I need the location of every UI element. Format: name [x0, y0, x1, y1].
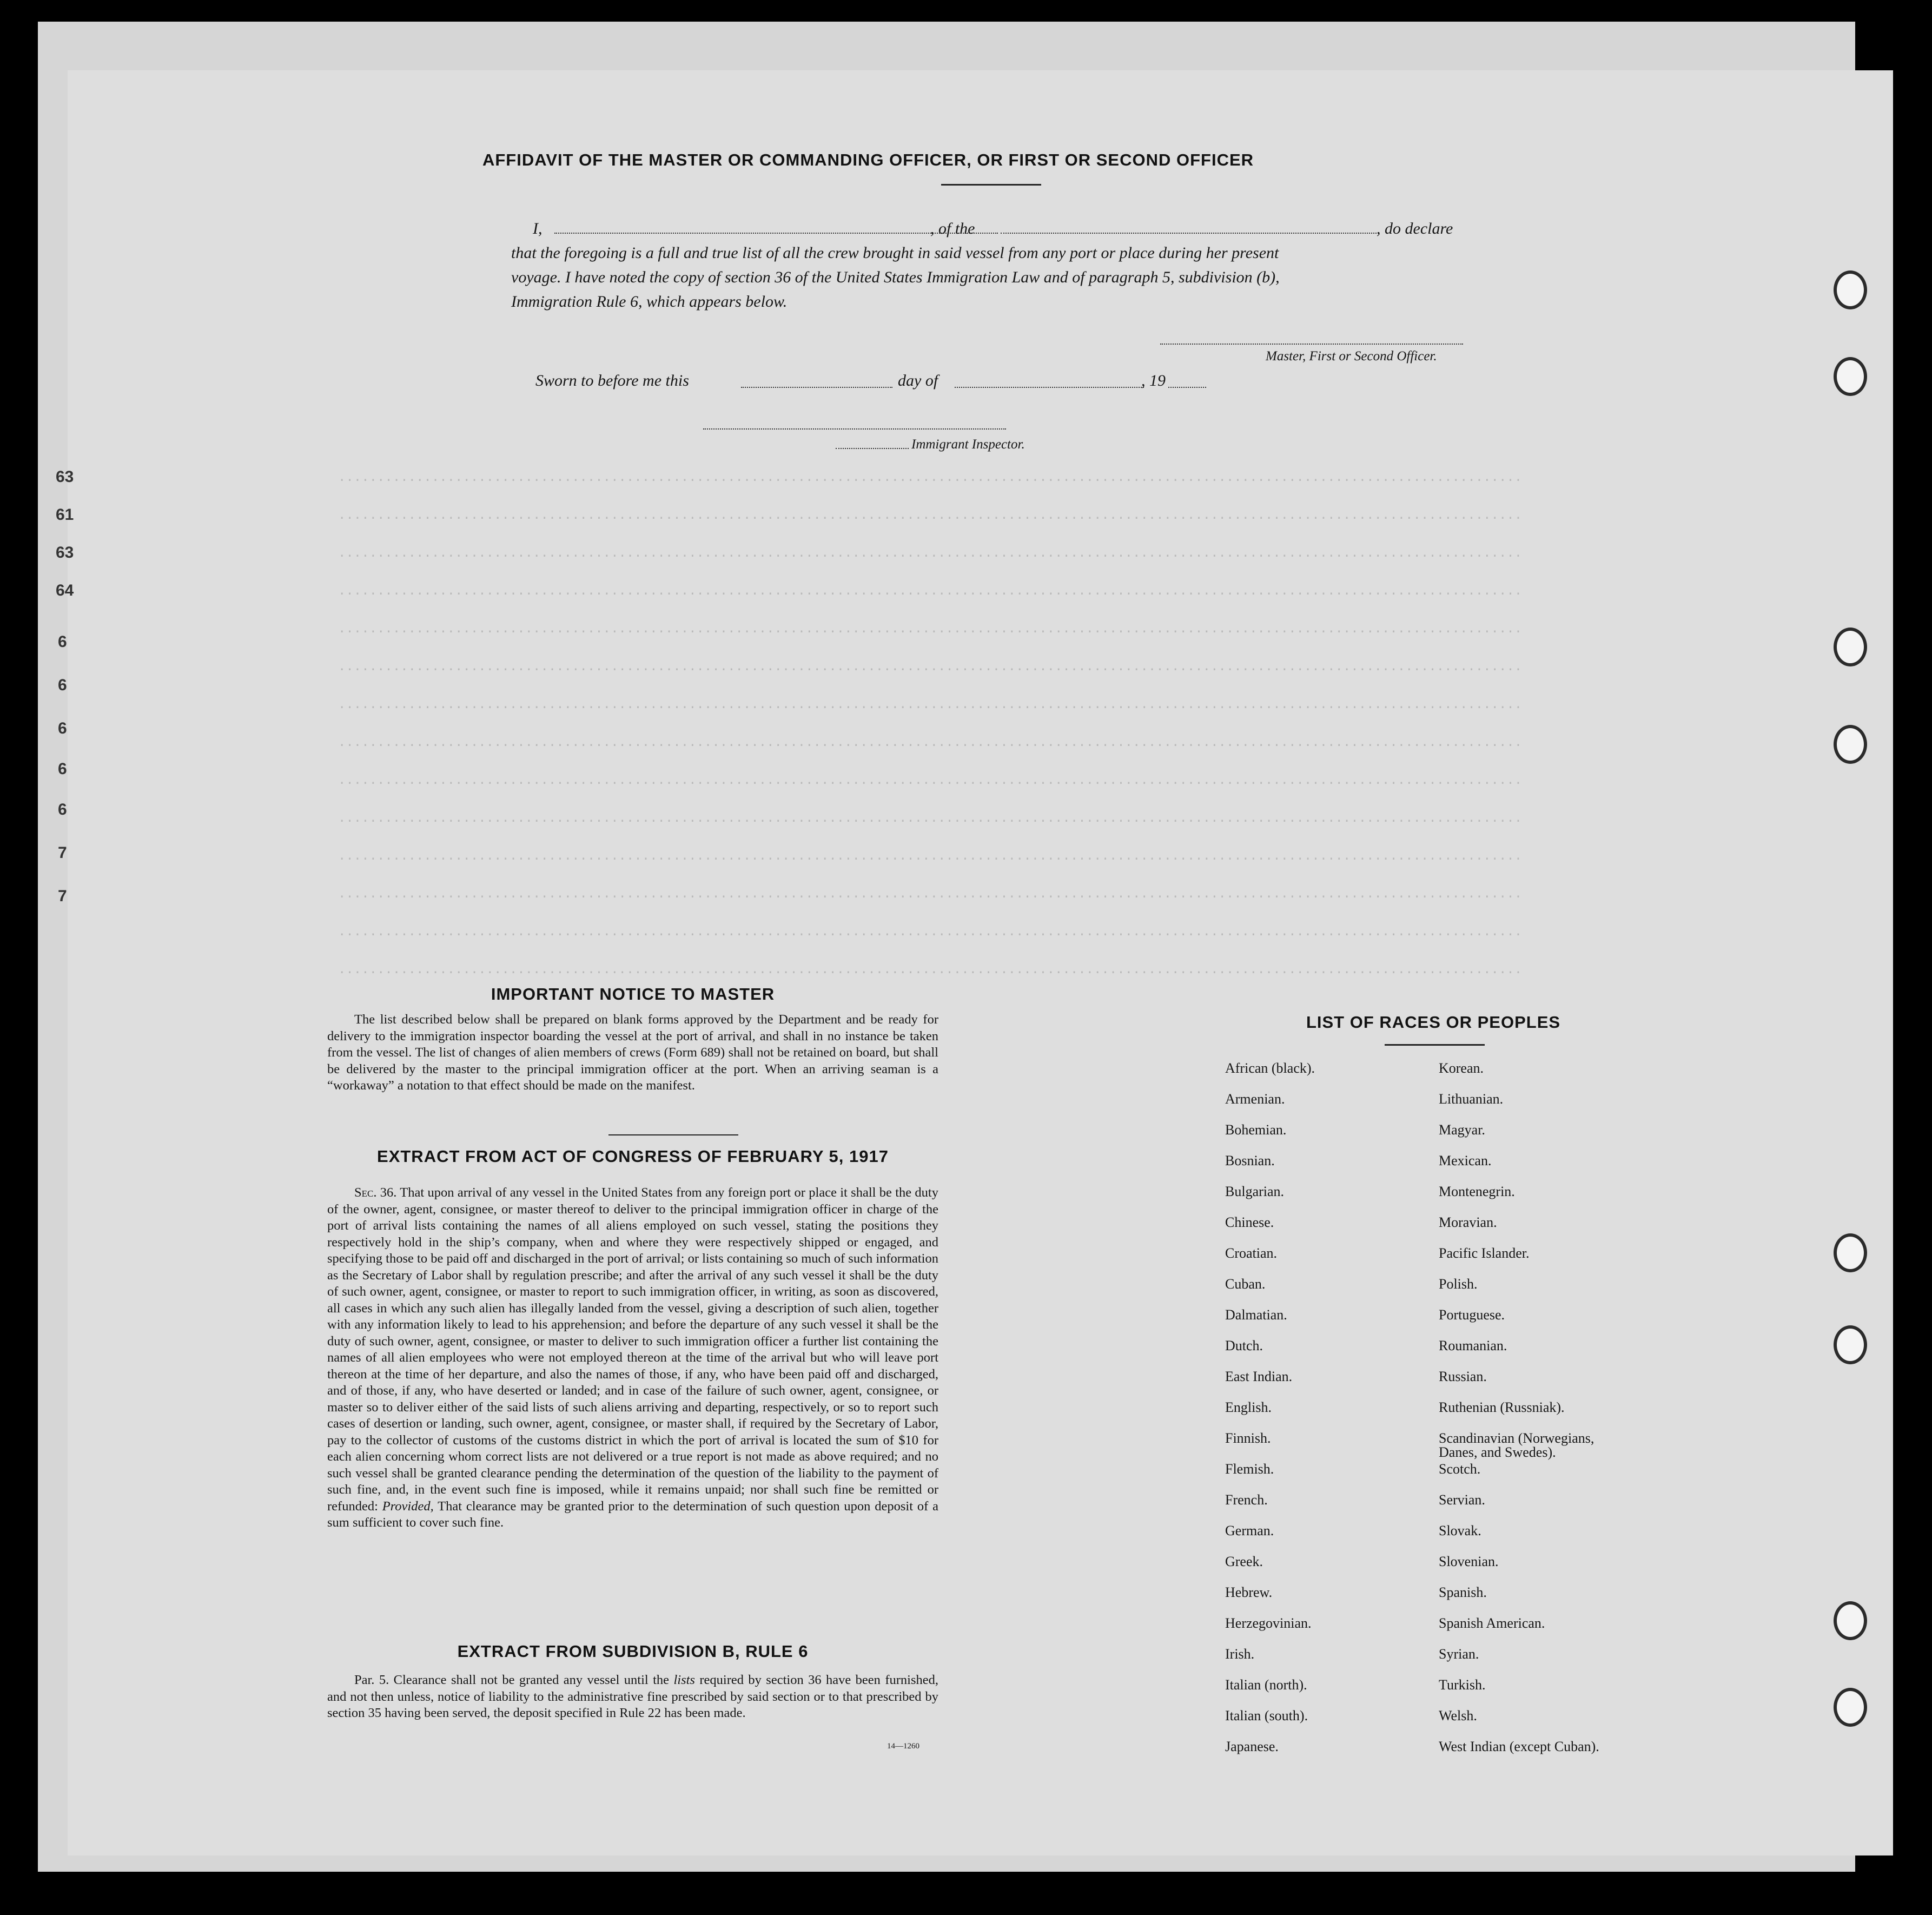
affidavit-line4: Immigration Rule 6, which appears below. [511, 293, 788, 311]
race-item: Dalmatian. [1225, 1307, 1287, 1323]
binder-hole [1834, 1233, 1867, 1272]
notice-text: The list described below shall be prepared on blank forms approved by the Department and be ready for delivery to the immigration inspector boarding the vessel at the port of arrival, and shall in no instance be taken from the vessel. The list of changes of alien members of crews (Form 689) shall not be retained on board, but shall be delivered by the master to the principal immigration officer at the port. When an arriving seaman is a “workaway” a notation to that effect should be made on the manifest. [327, 1012, 938, 1093]
affidavit-line3: voyage. I have noted the copy of section 36 of the United States Immigration Law and of paragraph 5, subdivision (b), [511, 268, 1280, 286]
race-item: Bosnian. [1225, 1153, 1275, 1168]
margin-number: 6 [58, 801, 67, 818]
provided-word: Provided, [382, 1498, 434, 1514]
affidavit-declare: , do declare [1377, 220, 1453, 237]
act-extract-title: EXTRACT FROM ACT OF CONGRESS OF FEBRUARY 5, 1917 [377, 1147, 889, 1166]
race-item: Hebrew. [1225, 1584, 1273, 1600]
race-item: East Indian. [1225, 1369, 1293, 1384]
margin-number: 6 [58, 633, 67, 651]
affidavit-line2: that the foregoing is a full and true list of all the crew brought in said vessel from any port or place during her present [511, 244, 1279, 262]
race-item: Roumanian. [1439, 1338, 1507, 1353]
race-item: German. [1225, 1523, 1274, 1538]
act-extract-body: That upon arrival of any vessel in the United States from any foreign port or place it shall be the duty of the owner, agent, consignee, or master thereof to deliver to the principal immigration officer in charge of the port of arrival lists containing the names of all aliens employed on such vessel, stating the positions they respectively hold in the ship’s company, when and where they were respectively shipped or engaged, and specifying those to be paid off and discharged in the port of arrival; or lists containing so much of such information as the Secretary of Labor shall by regulation prescribe; and after the arrival of any such vessel it shall be the duty of such owner, agent, consignee, or master to report to such immigration officer, in writing, as soon as discovered, all cases in which any such alien has illegally landed from the vessel, giving a description of such alien, together with any information likely to lead to his apprehension; and before the departure of any such vessel it shall be the duty of such owner, agent, consignee, or master to deliver to such immigration officer a further list containing the names of all alien employees who were not employed thereon at the time of the arrival but who will leave port thereon at the time of her departure, and also the names of those, if any, who have been paid off and discharged, and of those, if any, who have deserted or landed; and in case of the failure of such owner, agent, consignee, or master so to deliver either of the said lists of such aliens arriving and departing, respectively, or so to report such cases of desertion or landing, such owner, agent, consignee, or master shall, if required by the Secretary of Labor, pay to the collector of customs of the customs district in which the port of arrival is located the sum of $10 for each alien concerning whom correct lists are not delivered or a true report is not made as above required; and no such vessel shall be granted clearance pending the determination of the question of the liability to the payment of such fine, and, in the event such fine is imposed, while it remains unpaid; nor shall such fine be remitted or refunded: [327, 1185, 938, 1514]
race-item: Servian. [1439, 1492, 1485, 1508]
race-item: Bulgarian. [1225, 1184, 1285, 1199]
race-item: Magyar. [1439, 1122, 1485, 1138]
margin-number: 6 [58, 676, 67, 694]
binder-hole [1834, 628, 1867, 666]
sworn-year-blank [1168, 387, 1206, 388]
margin-number: 6 [58, 760, 67, 778]
race-item: Slovenian. [1439, 1554, 1499, 1569]
form-page: ........................................................................................................................................................ ........................................................................................................................................................ ........................................................................................................................................................ ........................................................................................................................................................ ........................................................................................................................................................ ........................................................................................................................................................ ........................................................................................................................................................ ........................................................................................................................................................ ........................................................................................................................................................ ........................................................................................................................................................ ........................................................................................................................................................ ........................................................................................................................................................ ........................................................................................................................................................ ........................................................................................................................................................ 63 61 63 64 6 6 6 6 6 7 7 AFFIDAVIT OF THE MASTER OR COMMANDING OFFICER, OR FIRST OR SECOND OFFICER I, , of the , do declare that the foregoing is a full and true list of all the crew brought in said vessel from any port or place during her present voyage. I have noted the copy of section 36 of the United States Immigration Law and of paragraph 5, subdivision (b), Immigration Rule 6, which appears below. Master, First or Second Officer. Sworn to before me this day of , 19 Immigrant Inspector. IMPORTANT NOTICE TO MASTER The list described below shall be prepared on blank forms approved by the Department and be ready for delivery to the immigration inspector boarding the vessel at the port of arrival, and shall in no instance be taken from the vessel. The list of changes of alien members of crews (Form 689) shall not be retained on board, but shall be delivered by the master to the principal immigration officer at the port. When an arriving seaman is a “workaway” a notation to that effect should be made on the manifest. EXTRACT FROM ACT OF CONGRESS OF FEBRUARY 5, 1917 Sec. 36. That upon arrival of any vessel in the United States from any foreign port or place it shall be the duty of the owner, agent, consignee, or master thereof to deliver to the principal immigration officer in charge of the port of arrival lists containing the names of all aliens employed on such vessel, stating the positions they respectively hold in the ship’s company, when and where they were respectively shipped or engaged, and specifying those to be paid off and discharged in the port of arrival; or lists containing so much of such information as the Secretary of Labor shall by regulation prescribe; and after the arrival of any such vessel it shall be the duty of such owner, agent, consignee, or master to report to such immigration officer, in writing, as soon as discovered, all cases in which any such alien has illegally landed from the vessel, giving a description of such alien, together with any information likely to lead to his apprehension; and before the departure of any such vessel it shall be the duty of such owner, agent, consignee, or master to deliver to such immigration officer a further list containing the names of all alien employees who were not employed thereon at the time of the arrival but who will leave port thereon at the time of her departure, and also the names of those, if any, who have been paid off and discharged, and of those, if any, who have deserted or landed; and in case of the failure of such owner, agent, consignee, or master so to deliver either of the said lists of such aliens arriving and departing, respectively, or so to report such cases of desertion or landing, such owner, agent, consignee, or master shall, if required by the Secretary of Labor, pay to the collector of customs of the customs district in which the port of arrival is located the sum of $10 for each alien concerning whom correct lists are not delivered or a true report is not made as above required; and no such vessel shall be granted clearance pending the determination of the question of the liability to the payment of such fine, and, in the event such fine is imposed, while it remains unpaid; nor shall such fine be remitted or refunded: Provided, That clearance may be granted prior to the determination of such question upon deposit of a sum sufficient to cover such fine. EXTRACT FROM SUBDIVISION B, RULE 6 Par. 5. Clearance shall not be granted any vessel until the lists required by section 36 have been furnished, and not then unless, notice of liability to the administrative fine prescribed by said section or to that prescribed by section 35 having been served, the deposit specified in Rule 22 has been made. 14—1260 LIST OF RACES OR PEOPLES African (black). Armenian. Bohemian. Bosnian. Bulgarian. Chinese. Croatian. Cuban. Dalmatian. Dutch. East Indian. English. Finnish. Flemish. French. German. Greek. Hebrew. Herzegovinian. Irish. Italian (north). Italian (south). Japanese. Korean. Lithuanian. Magyar. Mexican. Montenegrin. Moravian. Pacific Islander. Polish. Portuguese. Roumanian. Russian. Ruthenian (Russniak). Scandinavian (Norwegians, Danes, and Swedes). Scotch. Servian. Slovak. Slovenian. Spanish. Spanish American. Syrian. Turkish. Welsh. West Indian (except Cuban). [68, 70, 1893, 1855]
act-extract-end: That clearance may be granted prior to the determination of such question upon deposit of a sum sufficient to cover such fine. [327, 1498, 938, 1530]
races-column-1 [1225, 1061, 1315, 1771]
race-item: Cuban. [1225, 1276, 1266, 1292]
race-item: English. [1225, 1399, 1272, 1415]
sworn-prefix: Sworn to before me this [535, 372, 689, 389]
rule-extract-text [327, 1672, 938, 1722]
margin-number: 63 [56, 468, 74, 486]
race-item: Korean. [1439, 1060, 1484, 1076]
race-item: Pacific Islander. [1439, 1245, 1530, 1261]
notice-section [327, 985, 938, 1094]
signature-label: Master, First or Second Officer. [1266, 349, 1437, 364]
inspector-label: Immigrant Inspector. [911, 437, 1025, 452]
title-underline [941, 184, 1041, 186]
race-item: Greek. [1225, 1554, 1263, 1569]
race-item: Scandinavian (Norwegians, Danes, and Swedes). [1439, 1430, 1594, 1460]
races-title: LIST OF RACES OR PEOPLES [1306, 1013, 1561, 1032]
margin-number: 64 [56, 582, 74, 599]
races-underline [1385, 1044, 1485, 1046]
race-item: African (black). [1225, 1060, 1315, 1076]
race-item: Lithuanian. [1439, 1091, 1504, 1107]
race-item: Herzegovinian. [1225, 1615, 1312, 1631]
race-item: Spanish American. [1439, 1615, 1545, 1631]
race-item: Moravian. [1439, 1214, 1497, 1230]
margin-number: 63 [56, 544, 74, 562]
race-item: Portuguese. [1439, 1307, 1505, 1323]
binder-hole [1834, 270, 1867, 309]
act-extract-section [327, 1147, 938, 1531]
sworn-day-blank [741, 387, 892, 388]
race-item: Turkish. [1439, 1677, 1486, 1693]
affidavit-i: I, [533, 220, 542, 237]
binder-hole [1834, 1601, 1867, 1640]
form-number: 14—1260 [887, 1742, 919, 1751]
race-item: Montenegrin. [1439, 1184, 1515, 1199]
inspector-line [703, 428, 1006, 430]
lists-word: lists [673, 1673, 695, 1687]
race-item: Japanese. [1225, 1739, 1279, 1754]
margin-number: 7 [58, 844, 67, 862]
binder-hole [1834, 357, 1867, 396]
margin-number: 6 [58, 719, 67, 737]
rule-extract-section [327, 1642, 938, 1722]
race-item: Flemish. [1225, 1461, 1274, 1477]
race-item: Italian (north). [1225, 1677, 1307, 1693]
rule-extract-title: EXTRACT FROM SUBDIVISION B, RULE 6 [457, 1642, 809, 1661]
race-item: West Indian (except Cuban). [1439, 1739, 1599, 1754]
rule-text-b: required by section 36 have been furnished, and not then unless, notice of liability to the administrative fine prescribed by said section or to that prescribed by section 35 having been served, the deposit specified in Rule 22 has been made. [327, 1673, 938, 1720]
race-item: Dutch. [1225, 1338, 1263, 1353]
margin-number: 7 [58, 887, 67, 905]
race-item: Armenian. [1225, 1091, 1285, 1107]
sworn-year-label: , 19 [1141, 372, 1166, 389]
race-item: Croatian. [1225, 1245, 1278, 1261]
vessel-blank [1001, 233, 1377, 234]
race-item: Welsh. [1439, 1708, 1477, 1724]
act-extract-text [327, 1185, 938, 1531]
race-item: Slovak. [1439, 1523, 1481, 1538]
race-item: Syrian. [1439, 1646, 1479, 1662]
rule-text-a: Par. 5. Clearance shall not be granted any vessel until the [354, 1673, 670, 1687]
binder-hole [1834, 725, 1867, 764]
race-item: Italian (south). [1225, 1708, 1308, 1724]
margin-number: 61 [56, 506, 74, 524]
sec-label: Sec. 36. [354, 1185, 397, 1200]
race-item: Mexican. [1439, 1153, 1492, 1168]
race-item: Spanish. [1439, 1584, 1487, 1600]
races-column-2 [1439, 1061, 1655, 1771]
race-item: Bohemian. [1225, 1122, 1287, 1138]
sworn-month-blank [955, 387, 1144, 388]
race-item: Polish. [1439, 1276, 1478, 1292]
affidavit-of-the: , of the [930, 220, 975, 237]
race-item: Irish. [1225, 1646, 1255, 1662]
affidavit-body [511, 216, 1582, 314]
race-item: Ruthenian (Russniak). [1439, 1399, 1565, 1415]
race-item: Finnish. [1225, 1430, 1271, 1446]
race-item: Chinese. [1225, 1214, 1274, 1230]
notice-title: IMPORTANT NOTICE TO MASTER [491, 985, 775, 1003]
sworn-day-label: day of [898, 372, 938, 389]
notice-divider [608, 1134, 738, 1135]
race-item: Scotch. [1439, 1461, 1481, 1477]
signature-line [1160, 344, 1463, 345]
inspector-lead [836, 448, 909, 449]
binder-hole [1834, 1325, 1867, 1364]
race-item: Russian. [1439, 1369, 1487, 1384]
binder-hole [1834, 1688, 1867, 1727]
affidavit-title: AFFIDAVIT OF THE MASTER OR COMMANDING OFFICER, OR FIRST OR SECOND OFFICER [482, 150, 1254, 169]
race-item: French. [1225, 1492, 1268, 1508]
